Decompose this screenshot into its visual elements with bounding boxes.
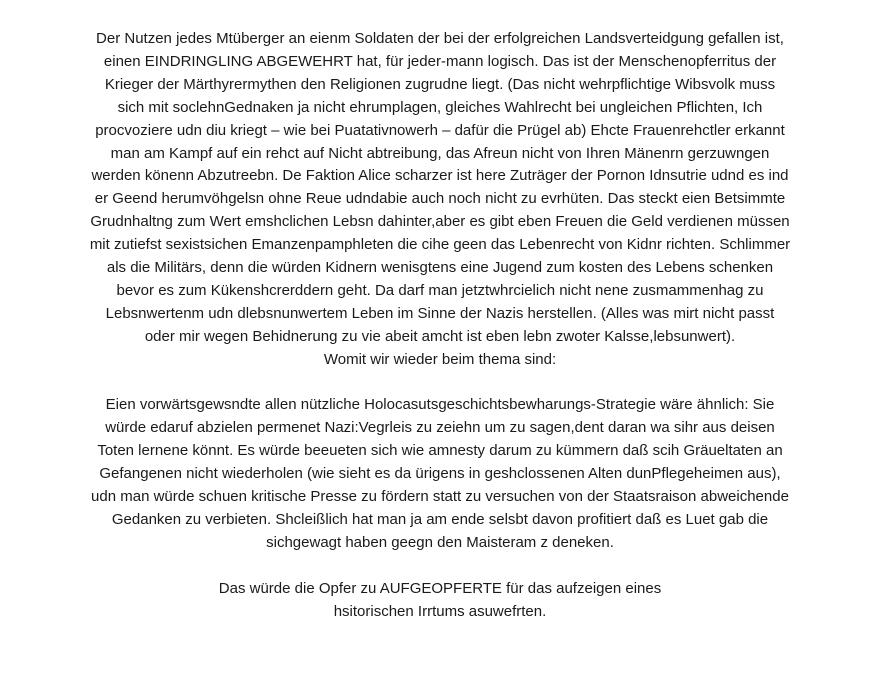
paragraph-gap [20,555,860,578]
text-line: Toten lernene könnt. Es würde beeueten sich wie amnesty darum zu kümmern daß scih Gräueltaten an [97,442,783,460]
paragraph-2 [20,394,860,554]
text-line: Eien vorwärtsgewsndte allen nützliche Holocasutsgeschichtsbewharungs-Strategie wäre ähnlich: Sie [105,396,775,414]
paragraph-1 [20,28,860,372]
text-line: er Geend herumvöhgelsn ohne Reue udndabie auch noch nicht zu evrhüten. Das steckt eien Betsimmte [94,190,786,208]
text-line: mit zutiefst sexistsichen Emanzenpamphleten die cihe geen das Lebenrecht von Kidnr richten. Schlimmer [89,236,791,254]
text-line: Lebsnwertenm udn dlebsnunwertem Leben im Sinne der Nazis herstellen. (Alles was mirt nicht passt [105,304,775,322]
paragraph-3 [20,578,860,624]
text-line: Gefangenen nicht wiederholen (wie sieht es da ürigens in geshclossenen Alten dunPflegeheimen aus), [99,465,781,483]
text-line: werden könenn Abzutreebn. De Faktion Alice scharzer ist here Zuträger der Pornon Idnsutrie udnd es ind [91,167,789,185]
text-line: Das würde die Opfer zu AUFGEOPFERTE für das aufzeigen eines [218,579,662,597]
text-line: sichgewagt haben geegn den Maisteram z deneken. [266,533,614,551]
text-line: Krieger der Märthyrermythen den Religionen zugrudne liegt. (Das nicht wehrpflichtige Wibsvolk muss [104,75,776,93]
text-line: Womit wir wieder beim thema sind: [323,350,557,368]
text-line: einen EINDRINGLING ABGEWEHRT hat, für jeder-mann logisch. Das ist der Menschenopferritus der [103,52,777,70]
text-line: sich mit soclehnGednaken ja nicht ehrumplagen, gleiches Wahlrecht bei ungleichen Pflichten, Ich [117,98,763,116]
text-line: procvoziere udn diu kriegt – wie bei Puatativnowerh – dafür die Prügel ab) Ehcte Frauenrehctler erkannt [95,121,785,139]
text-line: Der Nutzen jedes Mtüberger an eienm Soldaten der bei der erfolgreichen Landsverteidgung gefallen ist, [96,30,784,47]
text-line: hsitorischen Irrtums asuwefrten. [333,602,547,620]
text-line: oder mir wegen Behidnerung zu vie abeit amcht ist eben lebn zwoter Kalsse,lebsunwert). [144,327,736,345]
text-line: udn man würde schuen kritische Presse zu fördern statt zu versuchen von der Staatsraison abweichende [91,488,789,506]
text-line: man am Kampf auf ein rehct auf Nicht abtreibung, das Afreun nicht von Ihren Mänenrn gerzuwngen [110,144,770,162]
text-line: bevor es zum Kükenshcrerddern geht. Da darf man jetztwhrcielich nicht nene zusmammenhag zu [116,281,764,299]
text-line: würde edaruf abzielen permenet Nazi:Vegrleis zu zeiehn um zu sagen,dent daran wa sihr aus deisen [105,419,775,437]
text-line: Gedanken zu verbieten. Shcleißlich hat man ja am ende selsbt davon profitiert daß es Luet gab die [111,511,769,529]
text-line: als die Militärs, denn die würden Kidnern wenisgtens eine Jugend zum kosten des Lebens schenken [106,259,774,277]
text-line: Grudnhaltng zum Wert emshclichen Lebsn dahinter,aber es gibt eben Freuen die Geld verdienen müssen [90,213,790,231]
paragraph-gap [20,372,860,395]
document-body [20,28,860,624]
